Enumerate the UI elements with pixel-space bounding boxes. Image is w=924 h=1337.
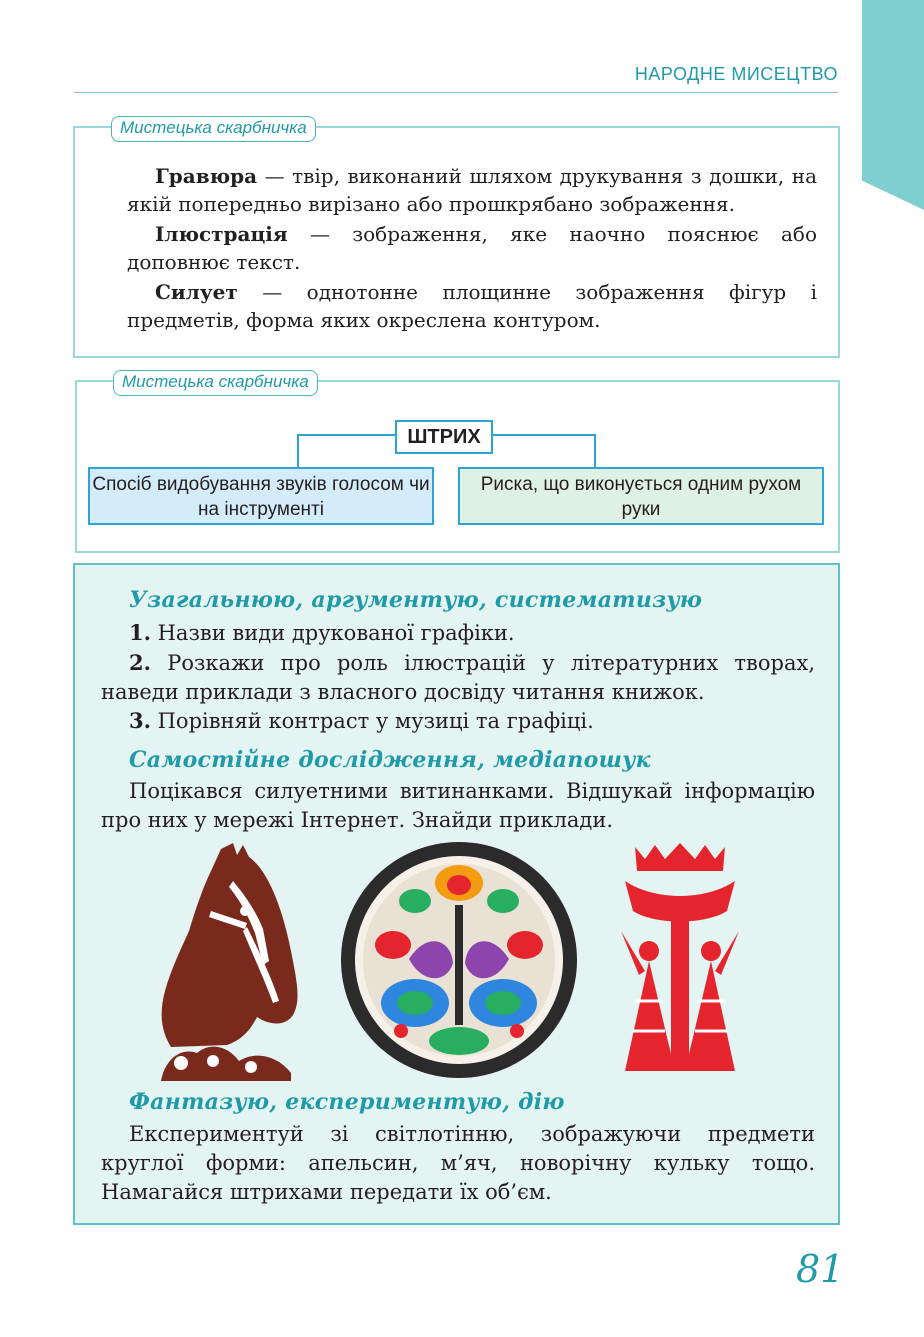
tasks-panel bbox=[73, 563, 840, 1225]
music-meaning-box: Спосіб видобування звуків голосом чи на інструменті bbox=[88, 467, 434, 525]
chapter-corner-tab bbox=[862, 0, 924, 210]
definition-engraving bbox=[127, 162, 817, 218]
box-label: Мистецька скарбничка bbox=[111, 116, 316, 142]
connector-right-horizontal bbox=[491, 434, 595, 436]
art-treasury-box-diagram bbox=[75, 372, 840, 553]
red-folk-figures-image bbox=[615, 841, 745, 1086]
term: Ілюстрація bbox=[155, 222, 288, 246]
task-item-2 bbox=[101, 648, 815, 707]
connector-left-horizontal bbox=[297, 434, 397, 436]
section-title-experiment: Фантазую, експериментую, дію bbox=[129, 1089, 565, 1115]
definition-text: — зображення, яке наочно пояснює або доповнює текст. bbox=[127, 222, 817, 274]
term: Гравюра bbox=[155, 164, 258, 188]
definition-text: — однотонне площинне зображення фігур і предметів, форма яких окреслена контуром. bbox=[127, 280, 817, 332]
box-label: Мистецька скарбничка bbox=[113, 370, 318, 396]
task-number: 3. bbox=[129, 708, 151, 733]
round-folk-ornament-image bbox=[331, 835, 587, 1085]
page-number: 81 bbox=[796, 1247, 845, 1291]
graphic-meaning-box: Риска, що виконується одним рухом руки bbox=[458, 467, 824, 525]
task-item-3 bbox=[101, 706, 815, 736]
definition-silhouette bbox=[127, 278, 817, 334]
connector-left-vertical bbox=[297, 434, 299, 468]
task-text: Назви види друкованої графіки. bbox=[150, 621, 515, 645]
definition-text: — твір, виконаний шляхом друкування з дошки, на якій попередньо вирізано або прошкрябано зображення. bbox=[127, 164, 817, 216]
horse-head-silhouette bbox=[162, 843, 298, 1047]
task-item-1 bbox=[101, 618, 815, 648]
section-title-research: Самостійне дослідження, медіапошук bbox=[129, 747, 651, 773]
research-text: Поцікався силуетними витинанками. Відшукай інформацію про них у мережі Інтернет. Знайди приклади. bbox=[101, 779, 815, 832]
task-number: 1. bbox=[129, 620, 151, 645]
definition-illustration bbox=[127, 220, 817, 276]
connector-right-vertical bbox=[594, 434, 596, 468]
header-rule bbox=[74, 92, 838, 93]
experiment-text: Експериментуй зі світлотінню, зображуючи предмети круглої форми: апельсин, м’яч, новорічну кульку тощо. Намагайся штрихами передати їх об’єм. bbox=[101, 1122, 815, 1204]
running-head: НАРОДНЕ МИСЕЦТВО bbox=[634, 64, 838, 84]
center-term-box: ШТРИХ bbox=[395, 420, 493, 454]
task-text: Порівняй контраст у музиці та графіці. bbox=[150, 709, 594, 733]
task-text: Розкажи про роль ілюстрацій у літературних творах, наведи приклади з власного досвіду читання книжок. bbox=[101, 651, 815, 704]
section-title-generalize: Узагальнюю, аргументую, систематизую bbox=[129, 587, 703, 613]
term: Силует bbox=[155, 280, 238, 304]
art-treasury-box-definitions bbox=[73, 118, 840, 358]
horse-head-cutout-image bbox=[151, 841, 301, 1081]
task-number: 2. bbox=[129, 650, 151, 675]
